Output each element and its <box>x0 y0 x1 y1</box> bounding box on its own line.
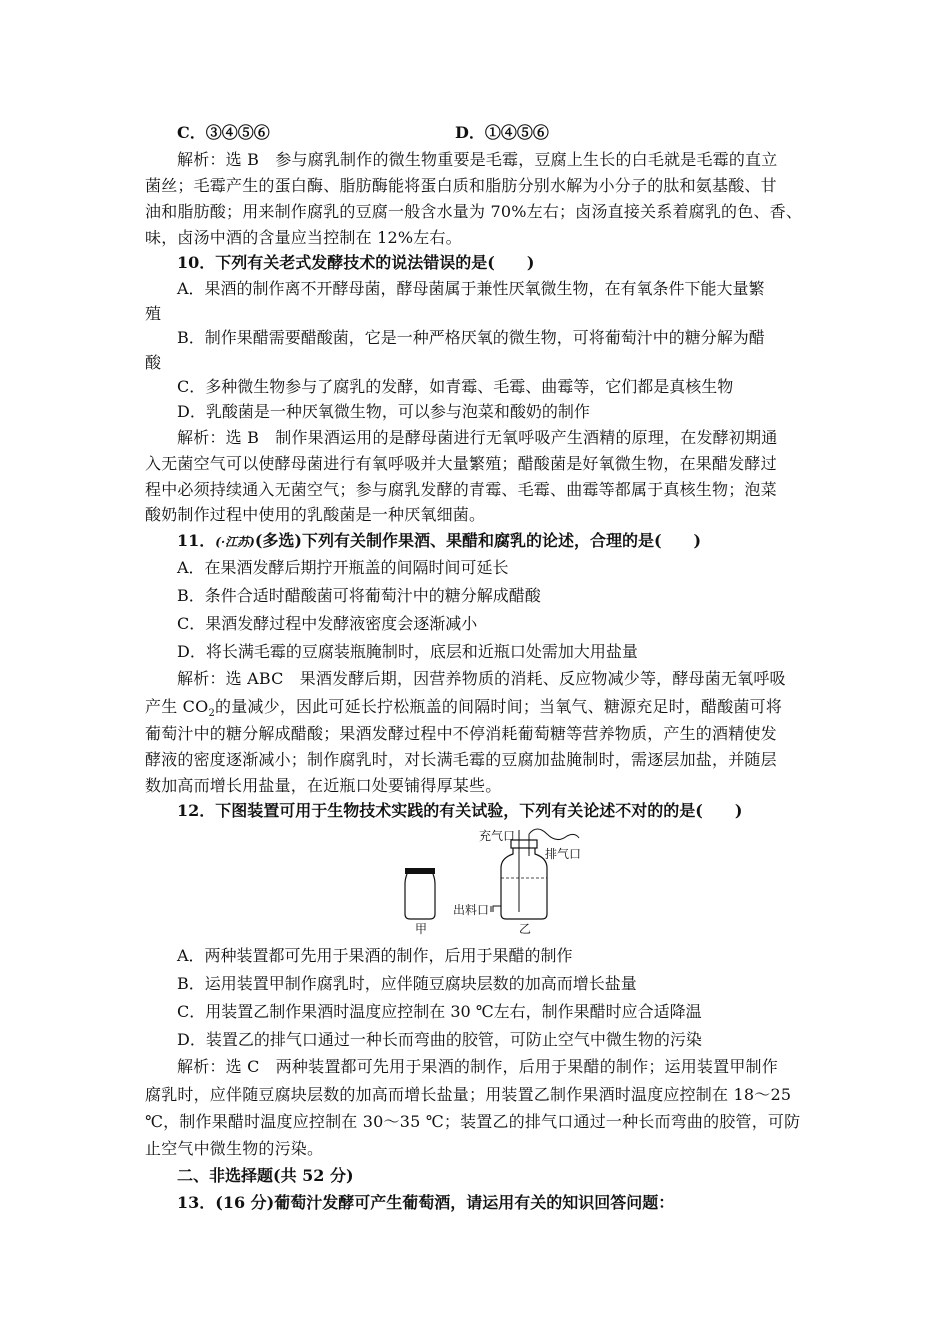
q11-explanation-co2: 产生 CO <box>145 697 209 716</box>
q11-explanation-line-5: 数加高而增长用盐量，在近瓶口处要铺得厚某些。 <box>145 776 502 795</box>
q13-stem: 13．(16 分)葡萄汁发酵可产生葡萄酒，请运用有关的知识回答问题： <box>177 1193 675 1212</box>
q12-explanation-line-4: 止空气中微生物的污染。 <box>145 1139 324 1158</box>
q11-explanation-line-3: 葡萄汁中的糖分解成醋酸；果酒发酵过程中不停消耗葡萄糖等营养物质，产生的酒精使发 <box>145 724 777 743</box>
q10-explanation-line-2: 入无菌空气可以使酵母菌进行有氧呼吸并大量繁殖；醋酸菌是好氧微生物，在果醋发酵过 <box>145 454 777 473</box>
q12-explanation-line-2: 腐乳时，应伴随豆腐块层数的加高而增长盐量；用装置乙制作果酒时温度应控制在 18～25 <box>145 1085 792 1104</box>
q11-explanation-line-2-rest: 的量减少，因此可延长拧松瓶盖的间隔时间；当氧气、糖源充足时，醋酸菌可将 <box>215 697 783 716</box>
q11-option-c: C．果酒发酵过程中发酵液密度会逐渐减小 <box>177 614 478 633</box>
q9-explanation-line-4: 味，卤汤中酒的含量应当控制在 12%左右。 <box>145 228 462 247</box>
q11-option-d: D．将长满毛霉的豆腐装瓶腌制时，底层和近瓶口处需加大用盐量 <box>177 642 638 661</box>
jar-a-label: 甲 <box>415 922 428 936</box>
q10-option-d: D．乳酸菌是一种厌氧微生物，可以参与泡菜和酸奶的制作 <box>177 402 590 421</box>
q10-explanation-line-3: 程中必须持续通入无菌空气；参与腐乳发酵的青霉、毛霉、曲霉等都属于真核生物；泡菜 <box>145 480 777 499</box>
exhaust-label: 排气口 <box>545 847 582 861</box>
q9-option-c: C．③④⑤⑥ <box>177 123 270 142</box>
jar-b-curved-hose <box>529 829 579 840</box>
q9-explanation-line-3: 油和脂肪酸；用来制作腐乳的豆腐一般含水量为 70%左右；卤汤直接关系着腐乳的色、香、 <box>145 202 803 221</box>
q10-explanation-line-1: 解析：选 B 制作果酒运用的是酵母菌进行无氧呼吸产生酒精的原理，在发酵初期通 <box>177 428 778 447</box>
jar-b-body <box>501 848 547 919</box>
fermentation-apparatus-diagram <box>395 826 595 938</box>
q11-stem-text: (多选)下列有关制作果酒、果醋和腐乳的论述，合理的是( ) <box>254 531 702 550</box>
q12-option-d: D．装置乙的排气口通过一种长而弯曲的胶管，可防止空气中微生物的污染 <box>177 1030 702 1049</box>
jar-a-lid <box>405 868 435 874</box>
q11-explanation-line-2 <box>145 697 815 720</box>
q11-explanation-co2-subscript: 2 <box>208 708 216 720</box>
q10-option-a-cont: 殖 <box>145 304 162 323</box>
q12-option-b: B．运用装置甲制作腐乳时，应伴随豆腐块层数的加高而增长盐量 <box>177 974 637 993</box>
q10-option-c: C．多种微生物参与了腐乳的发酵，如青霉、毛霉、曲霉等，它们都是真核生物 <box>177 377 734 396</box>
q9-options <box>177 123 847 143</box>
q10-stem: 10．下列有关老式发酵技术的说法错误的是( ) <box>177 253 535 272</box>
q12-explanation-line-1: 解析：选 C 两种装置都可先用于果酒的制作，后用于果醋的制作；运用装置甲制作 <box>177 1057 778 1076</box>
q11-source: (·江苏) <box>215 535 255 549</box>
q12-option-a: A．两种装置都可先用于果酒的制作，后用于果醋的制作 <box>177 946 573 965</box>
q12-stem: 12．下图装置可用于生物技术实践的有关试验，下列有关论述不对的的是( ) <box>177 801 743 820</box>
q10-option-a: A．果酒的制作离不开酵母菌，酵母菌属于兼性厌氧微生物，在有氧条件下能大量繁 <box>177 279 765 298</box>
section-heading: 二、非选择题(共 52 分) <box>177 1166 354 1185</box>
q11-stem <box>177 531 847 552</box>
q11-explanation-line-1: 解析：选 ABC 果酒发酵后期，因营养物质的消耗、反应物减少等，酵母菌无氧呼吸 <box>177 669 786 688</box>
q11-option-b: B．条件合适时醋酸菌可将葡萄汁中的糖分解成醋酸 <box>177 586 541 605</box>
jar-b-label: 乙 <box>519 922 532 936</box>
inlet-label: 充气口 <box>479 829 516 843</box>
q9-explanation-line-1: 解析：选 B 参与腐乳制作的微生物重要是毛霉，豆腐上生长的白毛就是毛霉的直立 <box>177 150 778 169</box>
jar-a-body <box>405 874 435 919</box>
q12-option-c: C．用装置乙制作果酒时温度应控制在 30 ℃左右，制作果醋时应合适降温 <box>177 1002 702 1021</box>
q11-explanation-line-4: 酵液的密度逐渐减小；制作腐乳时，对长满毛霉的豆腐加盐腌制时，需逐层加盐，并随层 <box>145 750 777 769</box>
outlet-label: 出料口 <box>453 903 490 917</box>
q12-explanation-line-3: ℃，制作果醋时温度应控制在 30～35 ℃；装置乙的排气口通过一种长而弯曲的胶管，可防 <box>145 1112 801 1131</box>
q11-number: 11． <box>177 531 216 550</box>
q10-explanation-line-4: 酸奶制作过程中使用的乳酸菌是一种厌氧细菌。 <box>145 505 486 524</box>
q10-option-b-cont: 酸 <box>145 353 162 372</box>
q9-option-d: D．①④⑤⑥ <box>455 123 549 142</box>
q10-option-b: B．制作果醋需要醋酸菌，它是一种严格厌氧的微生物，可将葡萄汁中的糖分解为醋 <box>177 328 765 347</box>
jar-b-outlet-tap <box>491 906 501 912</box>
q11-option-a: A．在果酒发酵后期拧开瓶盖的间隔时间可延长 <box>177 558 509 577</box>
q9-explanation-line-2: 菌丝；毛霉产生的蛋白酶、脂肪酶能将蛋白质和脂肪分别水解为小分子的肽和氨基酸、甘 <box>145 176 777 195</box>
